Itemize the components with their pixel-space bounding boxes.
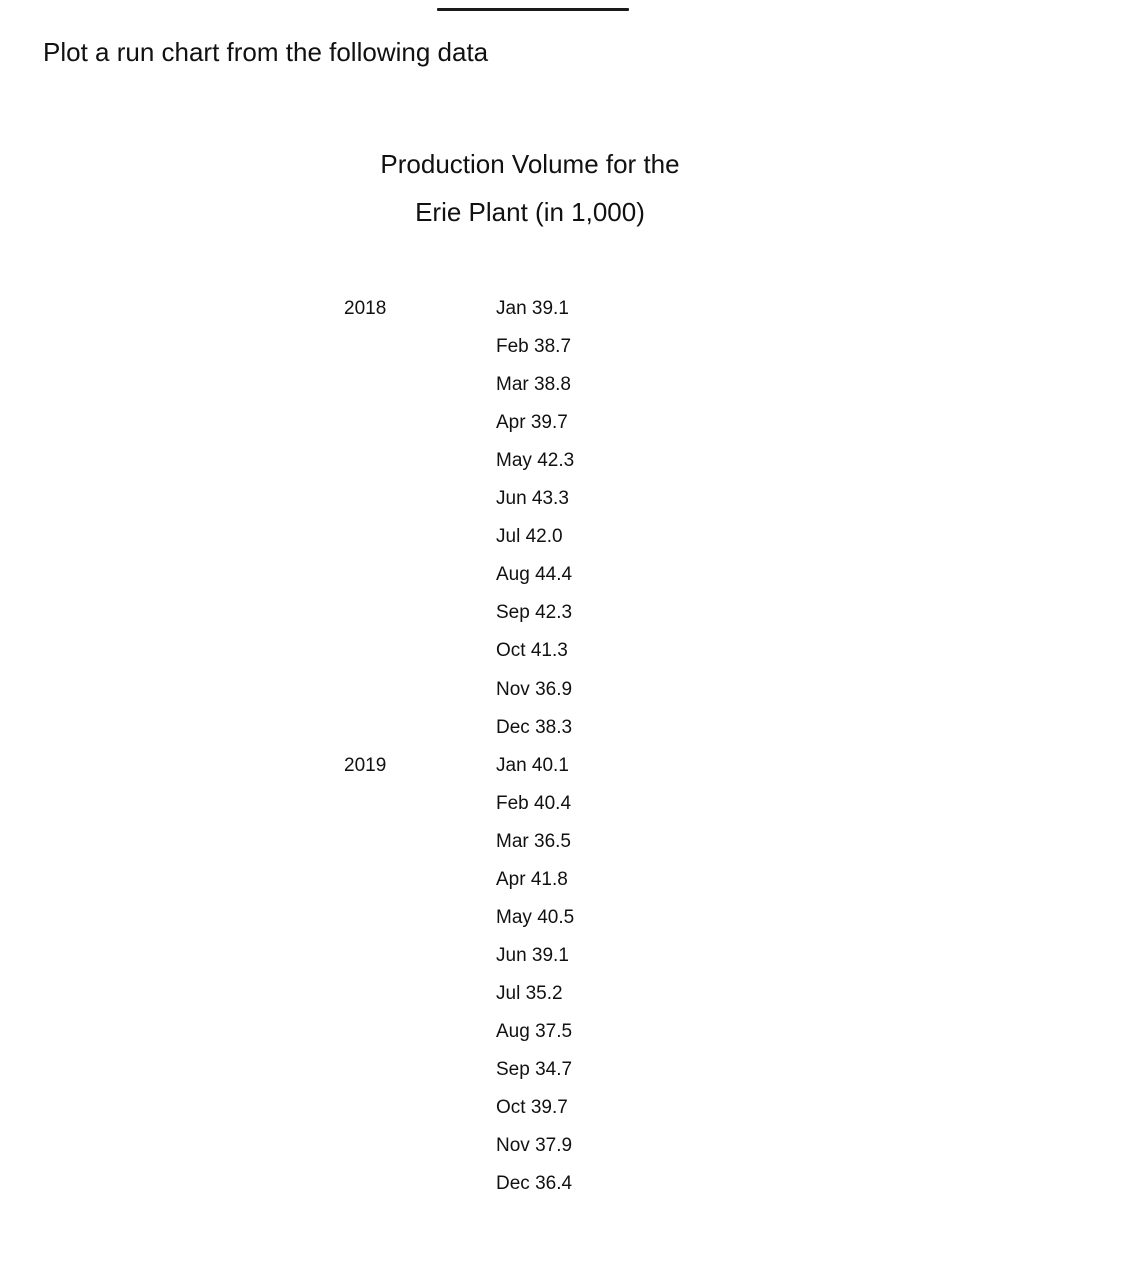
month-label: Jul: [496, 983, 521, 1004]
month-label: Oct: [496, 640, 526, 661]
month-value-entry: [496, 943, 569, 969]
month-value-entry: [496, 829, 571, 855]
year-label: 2018: [344, 298, 387, 319]
month-label: Aug: [496, 564, 530, 585]
data-row: [0, 372, 1125, 398]
month-label: Dec: [496, 1173, 530, 1194]
month-label: Nov: [496, 1135, 530, 1156]
month-label: Apr: [496, 412, 526, 433]
month-value-entry: [496, 1057, 572, 1083]
month-value-entry: [496, 600, 572, 626]
data-row: [0, 1095, 1125, 1121]
data-row: [0, 334, 1125, 360]
month-value-entry: [496, 715, 572, 741]
data-row: [0, 296, 1125, 322]
month-label: Dec: [496, 717, 530, 738]
data-row: [0, 715, 1125, 741]
month-value-entry: [496, 1095, 568, 1121]
production-value: 39.7: [530, 412, 568, 433]
data-row: [0, 677, 1125, 703]
table-title-line-2: Erie Plant (in 1,000): [415, 197, 645, 227]
production-value: 44.4: [535, 564, 573, 585]
data-row: [0, 829, 1125, 855]
production-value: 42.3: [535, 602, 573, 623]
month-value-entry: [496, 448, 574, 474]
month-value-entry: [496, 677, 572, 703]
production-value: 38.8: [534, 374, 571, 395]
production-value: 41.8: [530, 869, 568, 890]
data-row: [0, 600, 1125, 626]
month-label: Mar: [496, 831, 529, 852]
month-value-entry: [496, 372, 571, 398]
month-label: Feb: [496, 793, 529, 814]
month-label: Sep: [496, 1059, 530, 1080]
production-value: 42.0: [525, 526, 563, 547]
month-label: Apr: [496, 869, 526, 890]
data-row: [0, 943, 1125, 969]
month-label: Jan: [496, 755, 527, 776]
data-row: [0, 1057, 1125, 1083]
production-value: 37.5: [535, 1021, 573, 1042]
production-value: 40.5: [537, 907, 575, 928]
production-value: 40.1: [531, 755, 569, 776]
production-value: 36.4: [535, 1173, 573, 1194]
table-title-line-1: Production Volume for the: [380, 149, 680, 179]
month-label: Oct: [496, 1097, 526, 1118]
month-value-entry: [496, 638, 568, 664]
data-row: [0, 753, 1125, 779]
data-row: [0, 562, 1125, 588]
production-value: 36.5: [534, 831, 571, 852]
production-value: 39.1: [531, 298, 569, 319]
month-value-entry: [496, 486, 569, 512]
month-value-entry: [496, 1019, 572, 1045]
month-value-entry: [496, 410, 568, 436]
month-label: Nov: [496, 679, 530, 700]
month-value-entry: [496, 296, 569, 322]
production-value: 39.7: [530, 1097, 568, 1118]
month-label: Feb: [496, 336, 529, 357]
month-value-entry: [496, 905, 574, 931]
year-label: 2019: [344, 755, 387, 776]
month-value-entry: [496, 334, 571, 360]
data-row: [0, 486, 1125, 512]
month-value-entry: [496, 867, 568, 893]
month-label: Sep: [496, 602, 530, 623]
data-row: [0, 791, 1125, 817]
data-row: [0, 981, 1125, 1007]
data-row: [0, 1171, 1125, 1197]
month-value-entry: [496, 1171, 572, 1197]
data-row: [0, 448, 1125, 474]
production-value: 37.9: [535, 1135, 573, 1156]
data-row: [0, 410, 1125, 436]
production-value: 41.3: [530, 640, 568, 661]
month-value-entry: [496, 1133, 572, 1159]
production-value: 36.9: [535, 679, 573, 700]
month-value-entry: [496, 753, 569, 779]
production-value: 43.3: [531, 488, 569, 509]
instruction-text: Plot a run chart from the following data: [43, 37, 489, 67]
data-row: [0, 867, 1125, 893]
production-value: 42.3: [537, 450, 575, 471]
month-label: Jan: [496, 298, 527, 319]
month-label: Jul: [496, 526, 521, 547]
production-value: 39.1: [531, 945, 569, 966]
month-label: Jun: [496, 488, 527, 509]
month-label: Jun: [496, 945, 527, 966]
production-value: 40.4: [534, 793, 572, 814]
month-label: May: [496, 450, 532, 471]
data-row: [0, 905, 1125, 931]
data-row: [0, 524, 1125, 550]
month-label: Aug: [496, 1021, 530, 1042]
month-value-entry: [496, 524, 563, 550]
data-row: [0, 1019, 1125, 1045]
month-value-entry: [496, 791, 571, 817]
production-value: 38.7: [534, 336, 572, 357]
month-value-entry: [496, 981, 563, 1007]
month-label: Mar: [496, 374, 529, 395]
production-value: 34.7: [535, 1059, 573, 1080]
month-value-entry: [496, 562, 572, 588]
month-label: May: [496, 907, 532, 928]
data-row: [0, 638, 1125, 664]
production-value: 35.2: [525, 983, 563, 1004]
production-value: 38.3: [535, 717, 573, 738]
data-row: [0, 1133, 1125, 1159]
